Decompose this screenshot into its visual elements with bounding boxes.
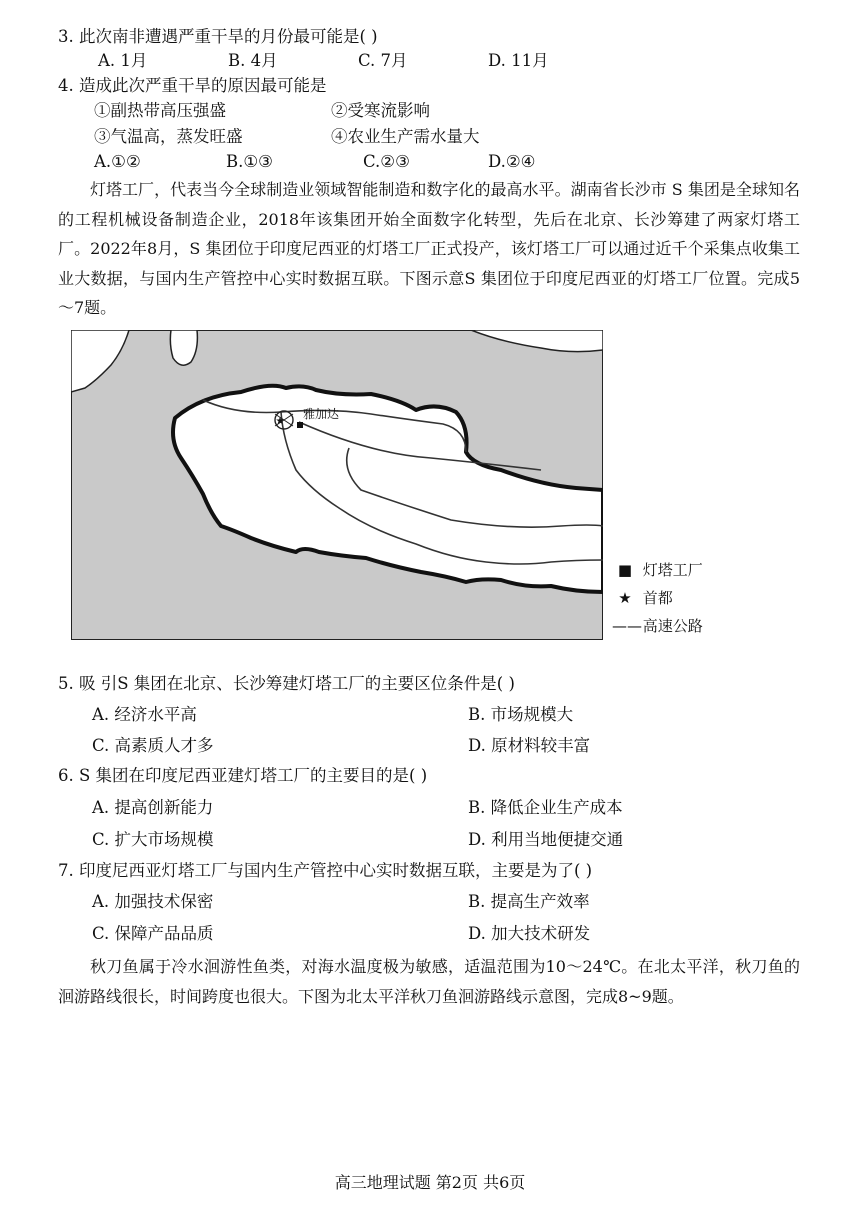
square-icon: ■ bbox=[617, 561, 633, 579]
line-icon: —— bbox=[612, 617, 642, 635]
q5-option-d: D. 原材料较丰富 bbox=[468, 736, 591, 755]
q4-option-d: D.②④ bbox=[488, 152, 536, 171]
q5-stem: 5. 吸 引S 集团在北京、长沙筹建灯塔工厂的主要区位条件是( ) bbox=[58, 674, 515, 693]
q5-option-b: B. 市场规模大 bbox=[468, 705, 574, 724]
q6-stem: 6. S 集团在印度尼西亚建灯塔工厂的主要目的是( ) bbox=[58, 766, 428, 785]
q5-option-a: A. 经济水平高 bbox=[92, 705, 197, 724]
lighthouse-factory-marker bbox=[297, 422, 303, 428]
q4-item-3: ③气温高，蒸发旺盛 bbox=[94, 127, 243, 146]
q4-option-b: B.①③ bbox=[226, 152, 273, 171]
q5-option-c: C. 高素质人才多 bbox=[92, 736, 214, 755]
legend-highway-label: 高速公路 bbox=[642, 617, 703, 635]
star-icon: ★ bbox=[618, 589, 632, 607]
passage-lighthouse-factory: 灯塔工厂，代表当今全球制造业领域智能制造和数字化的最高水平。湖南省长沙市 S 集团是全球知名的工程机械设备制造企业，2018年该集团开始全面数字化转型，先后在北京、长沙筹建了两家灯塔工厂。2022年8月，S 集团位于印度尼西亚的灯塔工厂正式投产，该灯塔工厂可以通过近千个采集点收集工业大数据，与国内生产管控中心实时数据互联。下图示意S 集团位于印度尼西亚的灯塔工厂位置。完成5～7题。 bbox=[58, 180, 800, 317]
q6-option-d: D. 利用当地便捷交通 bbox=[468, 830, 624, 849]
q4-stem: 4. 造成此次严重干旱的原因最可能是 bbox=[58, 76, 327, 95]
q6-option-c: C. 扩大市场规模 bbox=[92, 830, 214, 849]
jakarta-label: 雅加达 bbox=[303, 407, 340, 421]
q7-option-c: C. 保障产品品质 bbox=[92, 924, 214, 943]
legend-factory bbox=[612, 560, 703, 580]
q6-option-a: A. 提高创新能力 bbox=[92, 798, 214, 817]
q3-option-a: A. 1月 bbox=[98, 51, 148, 70]
q3-option-d: D. 11月 bbox=[488, 51, 549, 70]
q3-option-b: B. 4月 bbox=[228, 51, 278, 70]
legend-capital-label: 首都 bbox=[642, 589, 673, 607]
passage-saury-migration: 秋刀鱼属于冷水洄游性鱼类，对海水温度极为敏感，适温范围为10～24℃。在北太平洋，秋刀鱼的洄游路线很长，时间跨度也很大。下图为北太平洋秋刀鱼洄游路线示意图，完成8~9题。 bbox=[58, 957, 800, 1006]
q4-item-4: ④农业生产需水量大 bbox=[331, 127, 480, 146]
capital-star-icon: ★ bbox=[275, 416, 285, 427]
q4-option-c: C.②③ bbox=[363, 152, 410, 171]
q4-item-1: ①副热带高压强盛 bbox=[94, 101, 226, 120]
legend-factory-label: 灯塔工厂 bbox=[642, 561, 703, 579]
legend-capital bbox=[612, 588, 673, 608]
q3-option-c: C. 7月 bbox=[358, 51, 408, 70]
legend-highway bbox=[612, 616, 703, 636]
q7-stem: 7. 印度尼西亚灯塔工厂与国内生产管控中心实时数据互联，主要是为了( ) bbox=[58, 861, 593, 880]
q7-option-a: A. 加强技术保密 bbox=[92, 892, 214, 911]
indonesia-map bbox=[71, 330, 603, 640]
q4-item-2: ②受寒流影响 bbox=[331, 101, 430, 120]
q6-option-b: B. 降低企业生产成本 bbox=[468, 798, 623, 817]
q7-option-d: D. 加大技术研发 bbox=[468, 924, 591, 943]
q4-option-a: A.①② bbox=[94, 152, 141, 171]
q3-stem: 3. 此次南非遭遇严重干旱的月份最可能是( ) bbox=[58, 27, 378, 46]
page-footer: 高三地理试题 第2页 共6页 bbox=[334, 1173, 526, 1192]
q7-option-b: B. 提高生产效率 bbox=[468, 892, 590, 911]
